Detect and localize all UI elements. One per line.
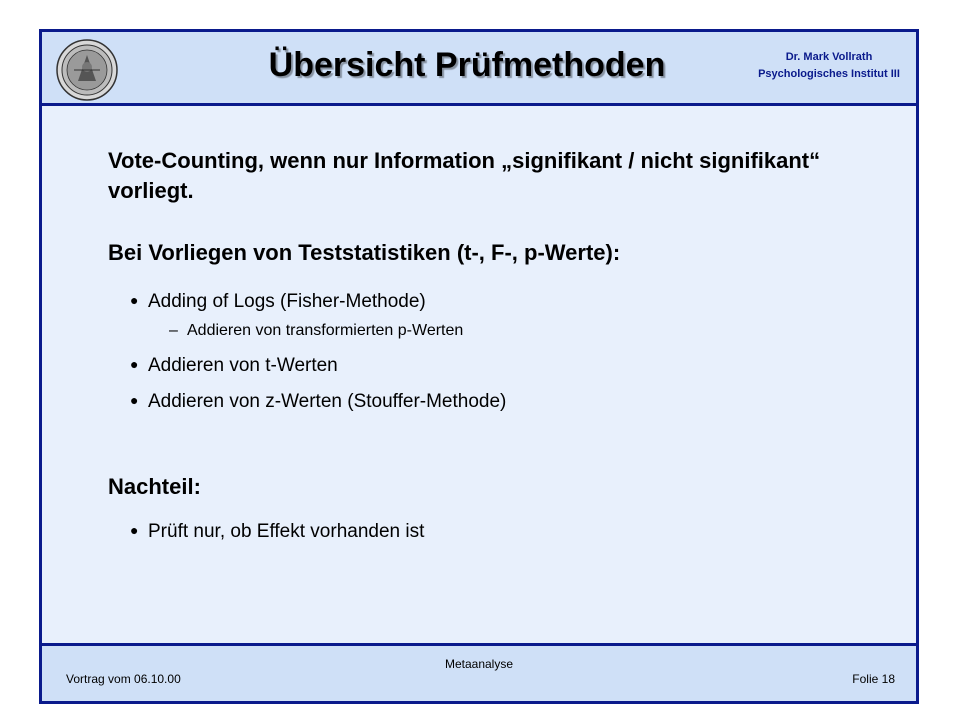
bullet-icon: ● — [130, 356, 139, 372]
bullet-z-werte — [130, 388, 506, 414]
bullet-icon: ● — [130, 522, 139, 538]
dash-icon: – — [169, 322, 178, 339]
slide-header — [42, 32, 916, 106]
sub-bullet-transformiert — [169, 321, 463, 341]
teststatistik-heading: Bei Vorliegen von Teststatistiken (t-, F-, p-Werte): — [108, 240, 621, 265]
university-seal-icon — [56, 39, 118, 101]
page-title: Übersicht Prüfmethoden — [268, 46, 666, 84]
slide-footer — [42, 643, 916, 701]
bullet-text: Addieren von t-Werten — [148, 355, 338, 376]
bullet-text: Prüft nur, ob Effekt vorhanden ist — [148, 521, 425, 542]
bullet-text: Addieren von z-Werten (Stouffer-Methode) — [148, 391, 507, 412]
nachteil-heading: Nachteil: — [108, 474, 201, 499]
footer-topic: Metaanalyse — [444, 657, 514, 671]
sub-bullet-text: Addieren von transformierten p-Werten — [187, 322, 464, 339]
bullet-icon: ● — [130, 392, 139, 408]
bullet-icon: ● — [130, 292, 139, 308]
footer-slide-number: Folie 18 — [852, 672, 895, 686]
footer-date: Vortrag vom 06.10.00 — [66, 672, 181, 686]
bullet-adding-logs — [130, 288, 426, 314]
institute-name: Psychologisches Institut III — [758, 68, 900, 80]
bullet-t-werte — [130, 352, 338, 378]
bullet-nachteil — [130, 518, 424, 544]
author-block — [754, 49, 904, 83]
vote-counting-paragraph: Vote-Counting, wenn nur Information „signifikant / nicht signifikant“ vorliegt. — [108, 148, 821, 203]
bullet-text: Adding of Logs (Fisher-Methode) — [148, 291, 426, 312]
author-name: Dr. Mark Vollrath — [785, 51, 873, 63]
slide — [39, 29, 919, 704]
